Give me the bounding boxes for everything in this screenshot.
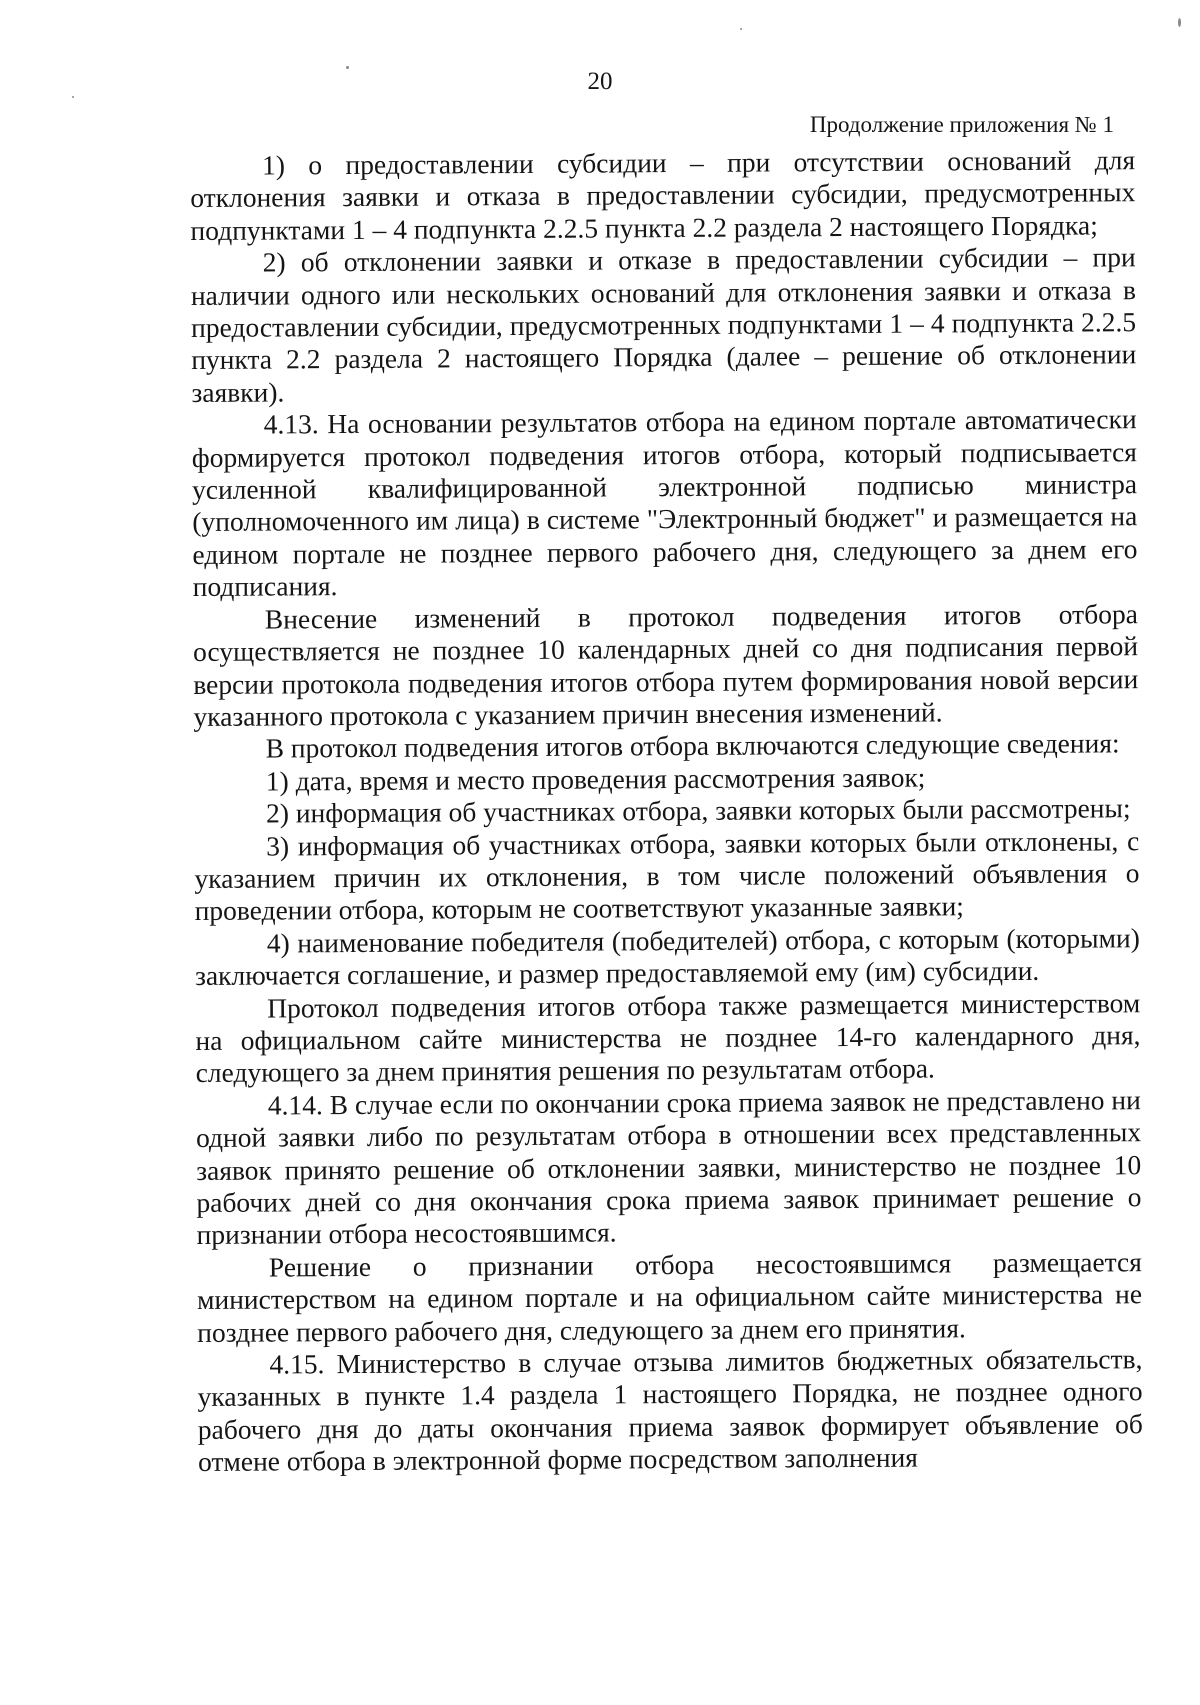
paragraph-failed-selection-publication: Решение о признании отбора несостоявшимся размещается министерством на едином портале и на официальном сайте министерства не позднее первого рабочего дня, следующего за днем его принятия.: [196, 1246, 1143, 1348]
list-item-4: 4) наименование победителя (победителей) отбора, с которым (которыми) заключается соглашение, и размер предоставляемой ему (им) субсидии.: [194, 921, 1140, 992]
paragraph-protocol-publication: Протокол подведения итогов отбора также размещается министерством на официальном сайте министерства не позднее 14-го календарного дня, следующего за днем принятия решения по результатам отбора.: [195, 986, 1141, 1089]
paragraph-decision-reject: 2) об отклонении заявки и отказе в предоставлении субсидии – при наличии одного или нескольких оснований для отклонения заявки и отказа в предоставлении субсидии, предусмотренных подпунктами 1 – 4 подпункта 2.2.5 пункта 2.2 раздела 2 настоящего Порядка (далее – решение об отклонении заявки).: [190, 241, 1137, 408]
list-item-1: 1) дата, время и место проведения рассмотрения заявок;: [265, 761, 926, 797]
paragraph-4-13: 4.13. На основании результатов отбора на едином портале автоматически формируется протокол подведения итогов отбора, который подписывается усиленной квалифицированной электронной подписью министра (уполномоченного им лица) в системе "Электронный бюджет" и размещается на едином портале не позднее первого рабочего дня, следующего за днем его подписания.: [191, 403, 1138, 603]
paragraph-4-15: 4.15. Министерство в случае отзыва лимитов бюджетных обязательств, указанных в пункте 1.4 раздела 1 настоящего Порядка, не позднее одного рабочего дня до даты окончания приема заявок формирует объявление об отмене отбора в электронной форме посредством заполнения: [197, 1343, 1143, 1478]
document-body: [190, 144, 1143, 1478]
paragraph-protocol-contents: В протокол подведения итогов отбора включаются следующие сведения:: [265, 727, 1120, 764]
scan-speck: [72, 96, 74, 98]
list-item-3: 3) информация об участниках отбора, заявки которых были отклонены, с указанием причин их отклонения, в том числе положений объявления о проведении отбора, которым не соответствуют указанные заявки;: [194, 824, 1140, 927]
scan-speck: [346, 66, 349, 69]
page-number: 20: [587, 68, 613, 95]
paragraph-4-14: 4.14. В случае если по окончании срока приема заявок не представлено ни одной заявки либо по результатам отбора в отношении всех представленных заявок принято решение об отклонении заявки, министерство не позднее 10 рабочих дней со дня окончания срока приема заявок принимает решение о признании отбора несостоявшимся.: [195, 1083, 1142, 1251]
scan-speck: [1178, 18, 1181, 27]
list-item-2: 2) информация об участниках отбора, заявки которых были рассмотрены;: [265, 792, 1131, 829]
scan-speck: [740, 28, 742, 30]
appendix-continuation-note: Продолжение приложения № 1: [809, 112, 1114, 137]
paragraph-decision-grant: 1) о предоставлении субсидии – при отсутствии оснований для отклонения заявки и отказа в предоставлении субсидии, предусмотренных подпунктами 1 – 4 подпункта 2.2.5 пункта 2.2 раздела 2 настоящего Порядка;: [190, 144, 1136, 246]
paragraph-protocol-changes: Внесение изменений в протокол подведения итогов отбора осуществляется не позднее 10 календарных дней со дня подписания первой версии протокола подведения итогов отбора путем формирования новой версии указанного протокола с указанием причин внесения изменений.: [192, 597, 1139, 732]
